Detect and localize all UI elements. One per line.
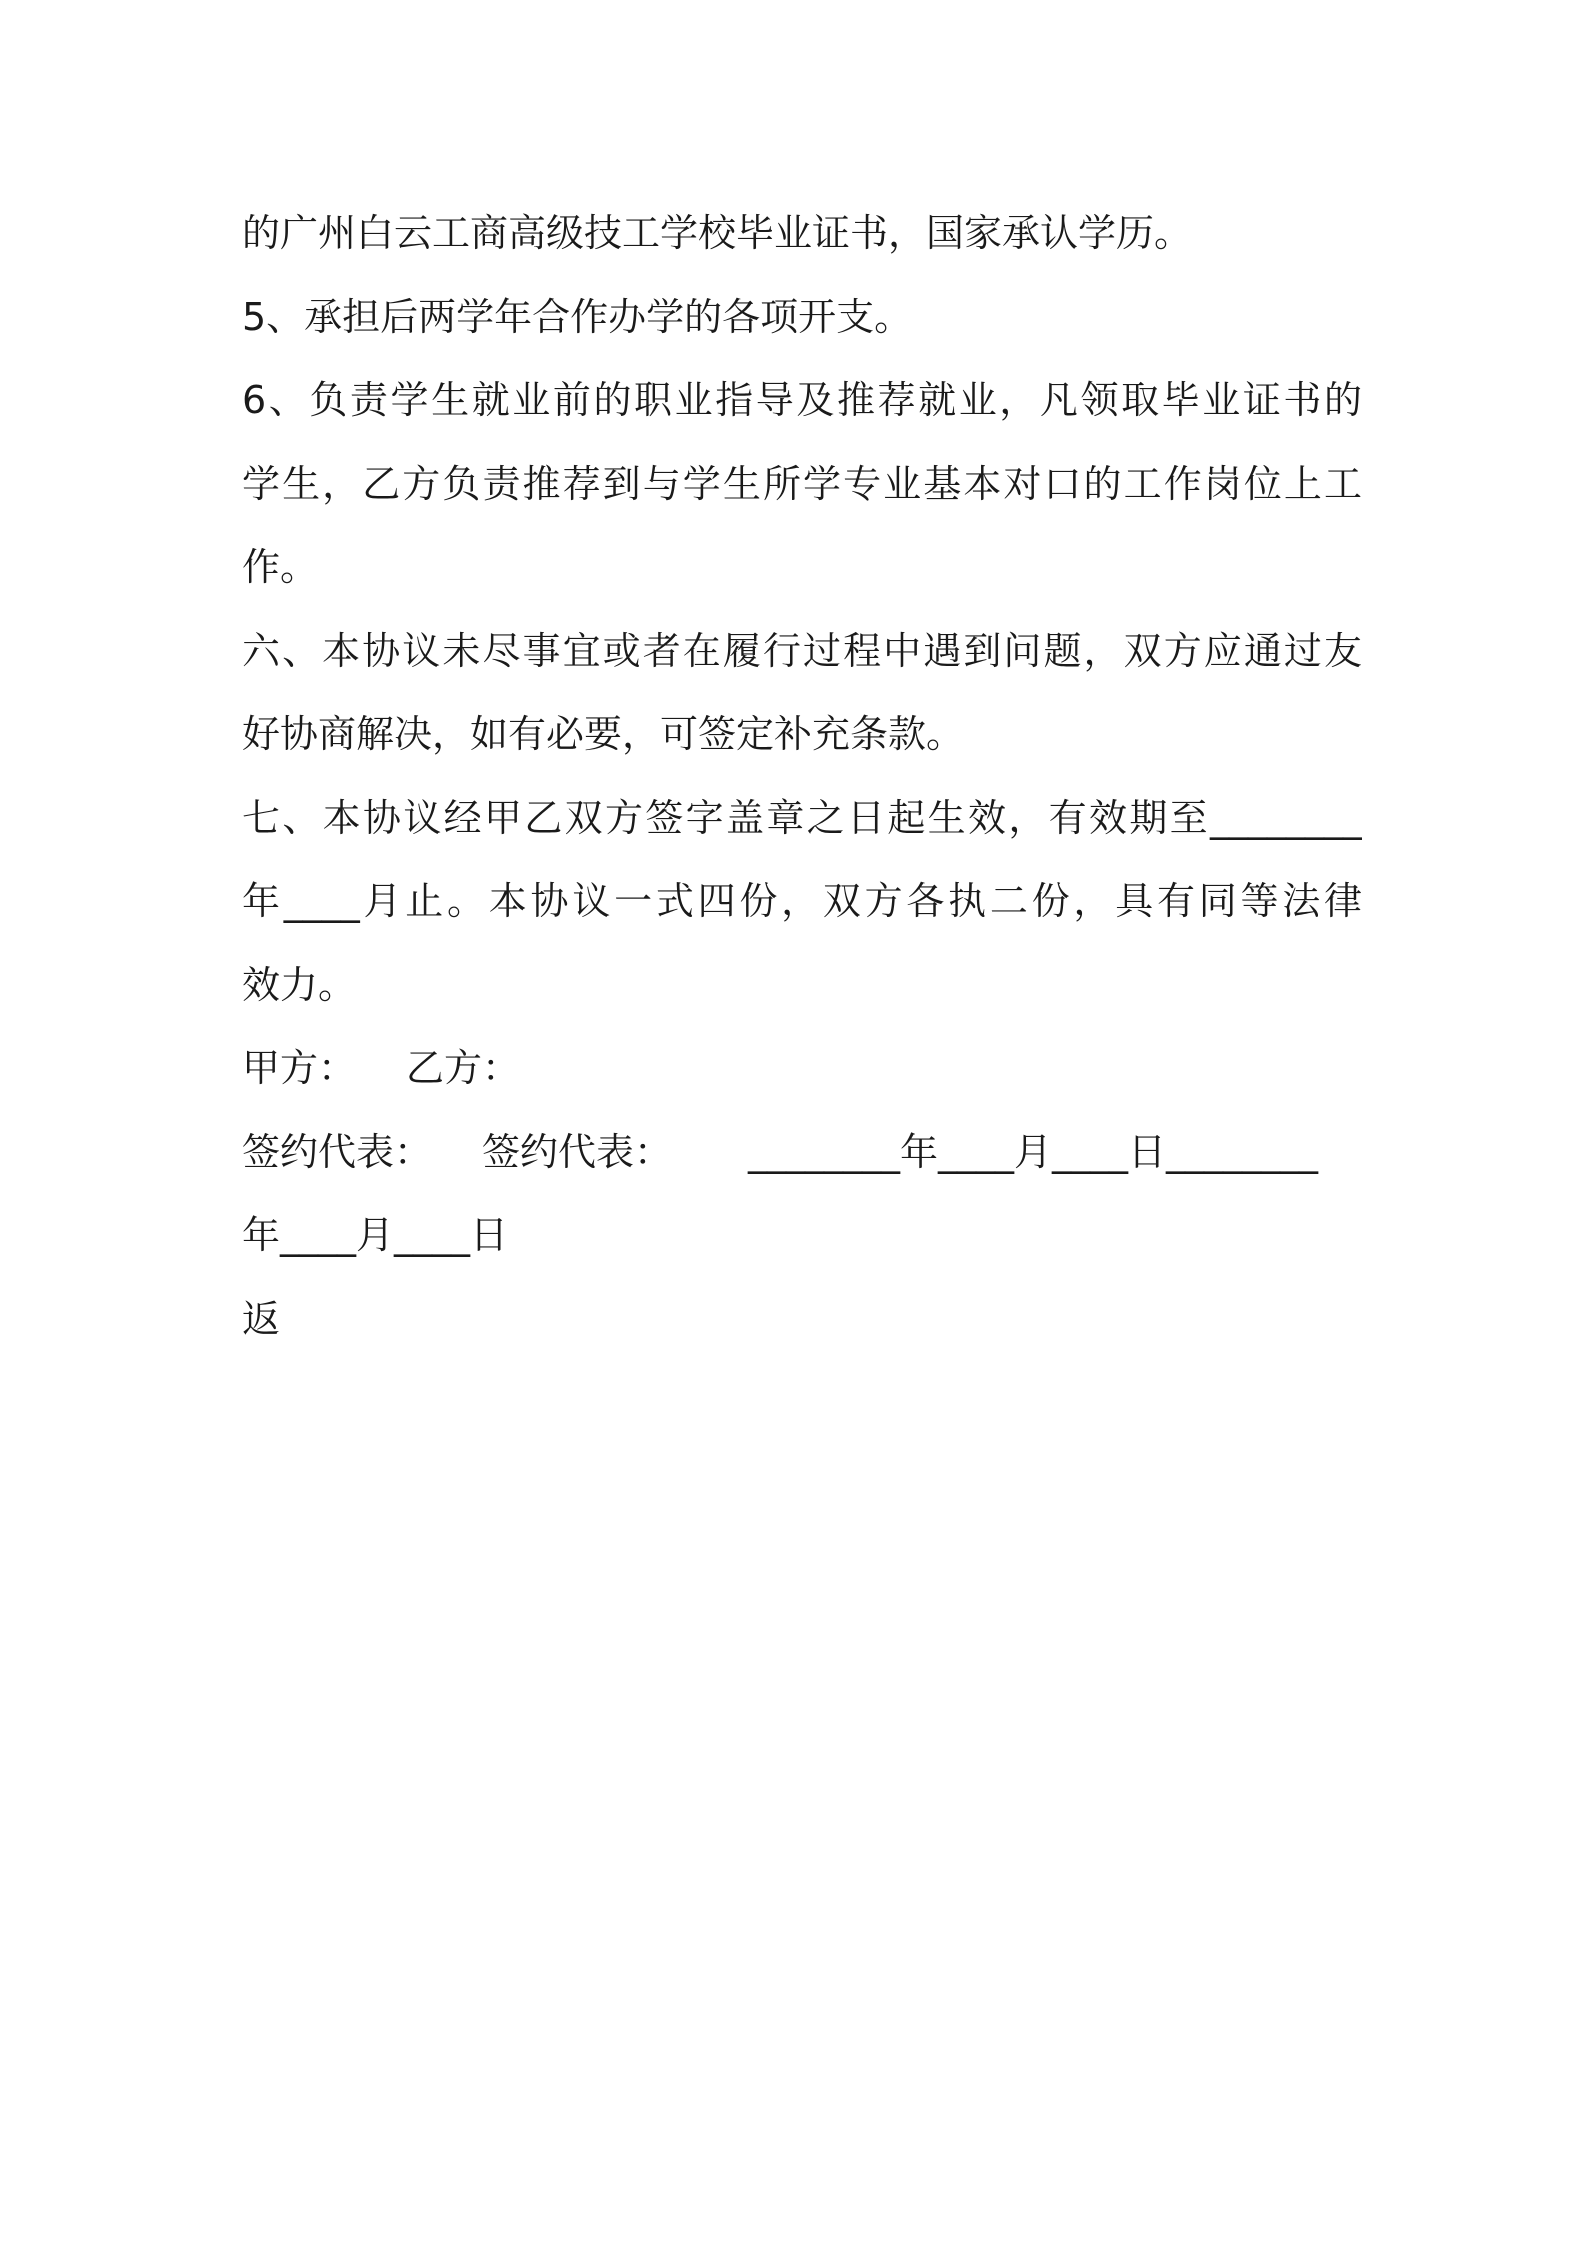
clause-6-line-2: 学生，乙方负责推荐到与学生所学专业基本对口的工作岗位上工 [242,461,1362,506]
clause-seven-line-2: 年____月止。本协议一式四份，双方各执二份，具有同等法律 [242,879,1362,923]
party-b-label: 乙方： [406,1046,521,1090]
party-a-label: 甲方： [242,1046,357,1090]
clause-5: 5、承担后两学年合作办学的各项开支。 [242,294,913,339]
clause-6-line-3: 作。 [242,545,319,589]
date-b-year-blank: ________ [1166,1129,1319,1174]
rep-b-label: 签约代表： [482,1129,673,1174]
clause-seven-line-3: 效力。 [242,962,357,1007]
date-a: ________年____月____日 [748,1129,1167,1174]
clause-seven-line-1: 七、本协议经甲乙双方签字盖章之日起生效，有效期至________ [242,795,1362,840]
date-b: 年____月____日 [242,1213,509,1257]
agreement-body [242,192,1362,1361]
signature-row [242,1111,1362,1195]
footer-fragment: 返 [242,1296,281,1341]
party-labels-row [242,1027,1362,1111]
clause-6-line-1: 6、负责学生就业前的职业指导及推荐就业，凡领取毕业证书的 [242,378,1362,422]
rep-a-label: 签约代表： [242,1129,433,1174]
clause-six-line-1: 六、本协议未尽事宜或者在履行过程中遇到问题，双方应通过友 [242,628,1362,673]
clause-six-line-2: 好协商解决，如有必要，可签定补充条款。 [242,712,965,756]
text-line-1: 的广州白云工商高级技工学校毕业证书，国家承认学历。 [242,211,1193,255]
